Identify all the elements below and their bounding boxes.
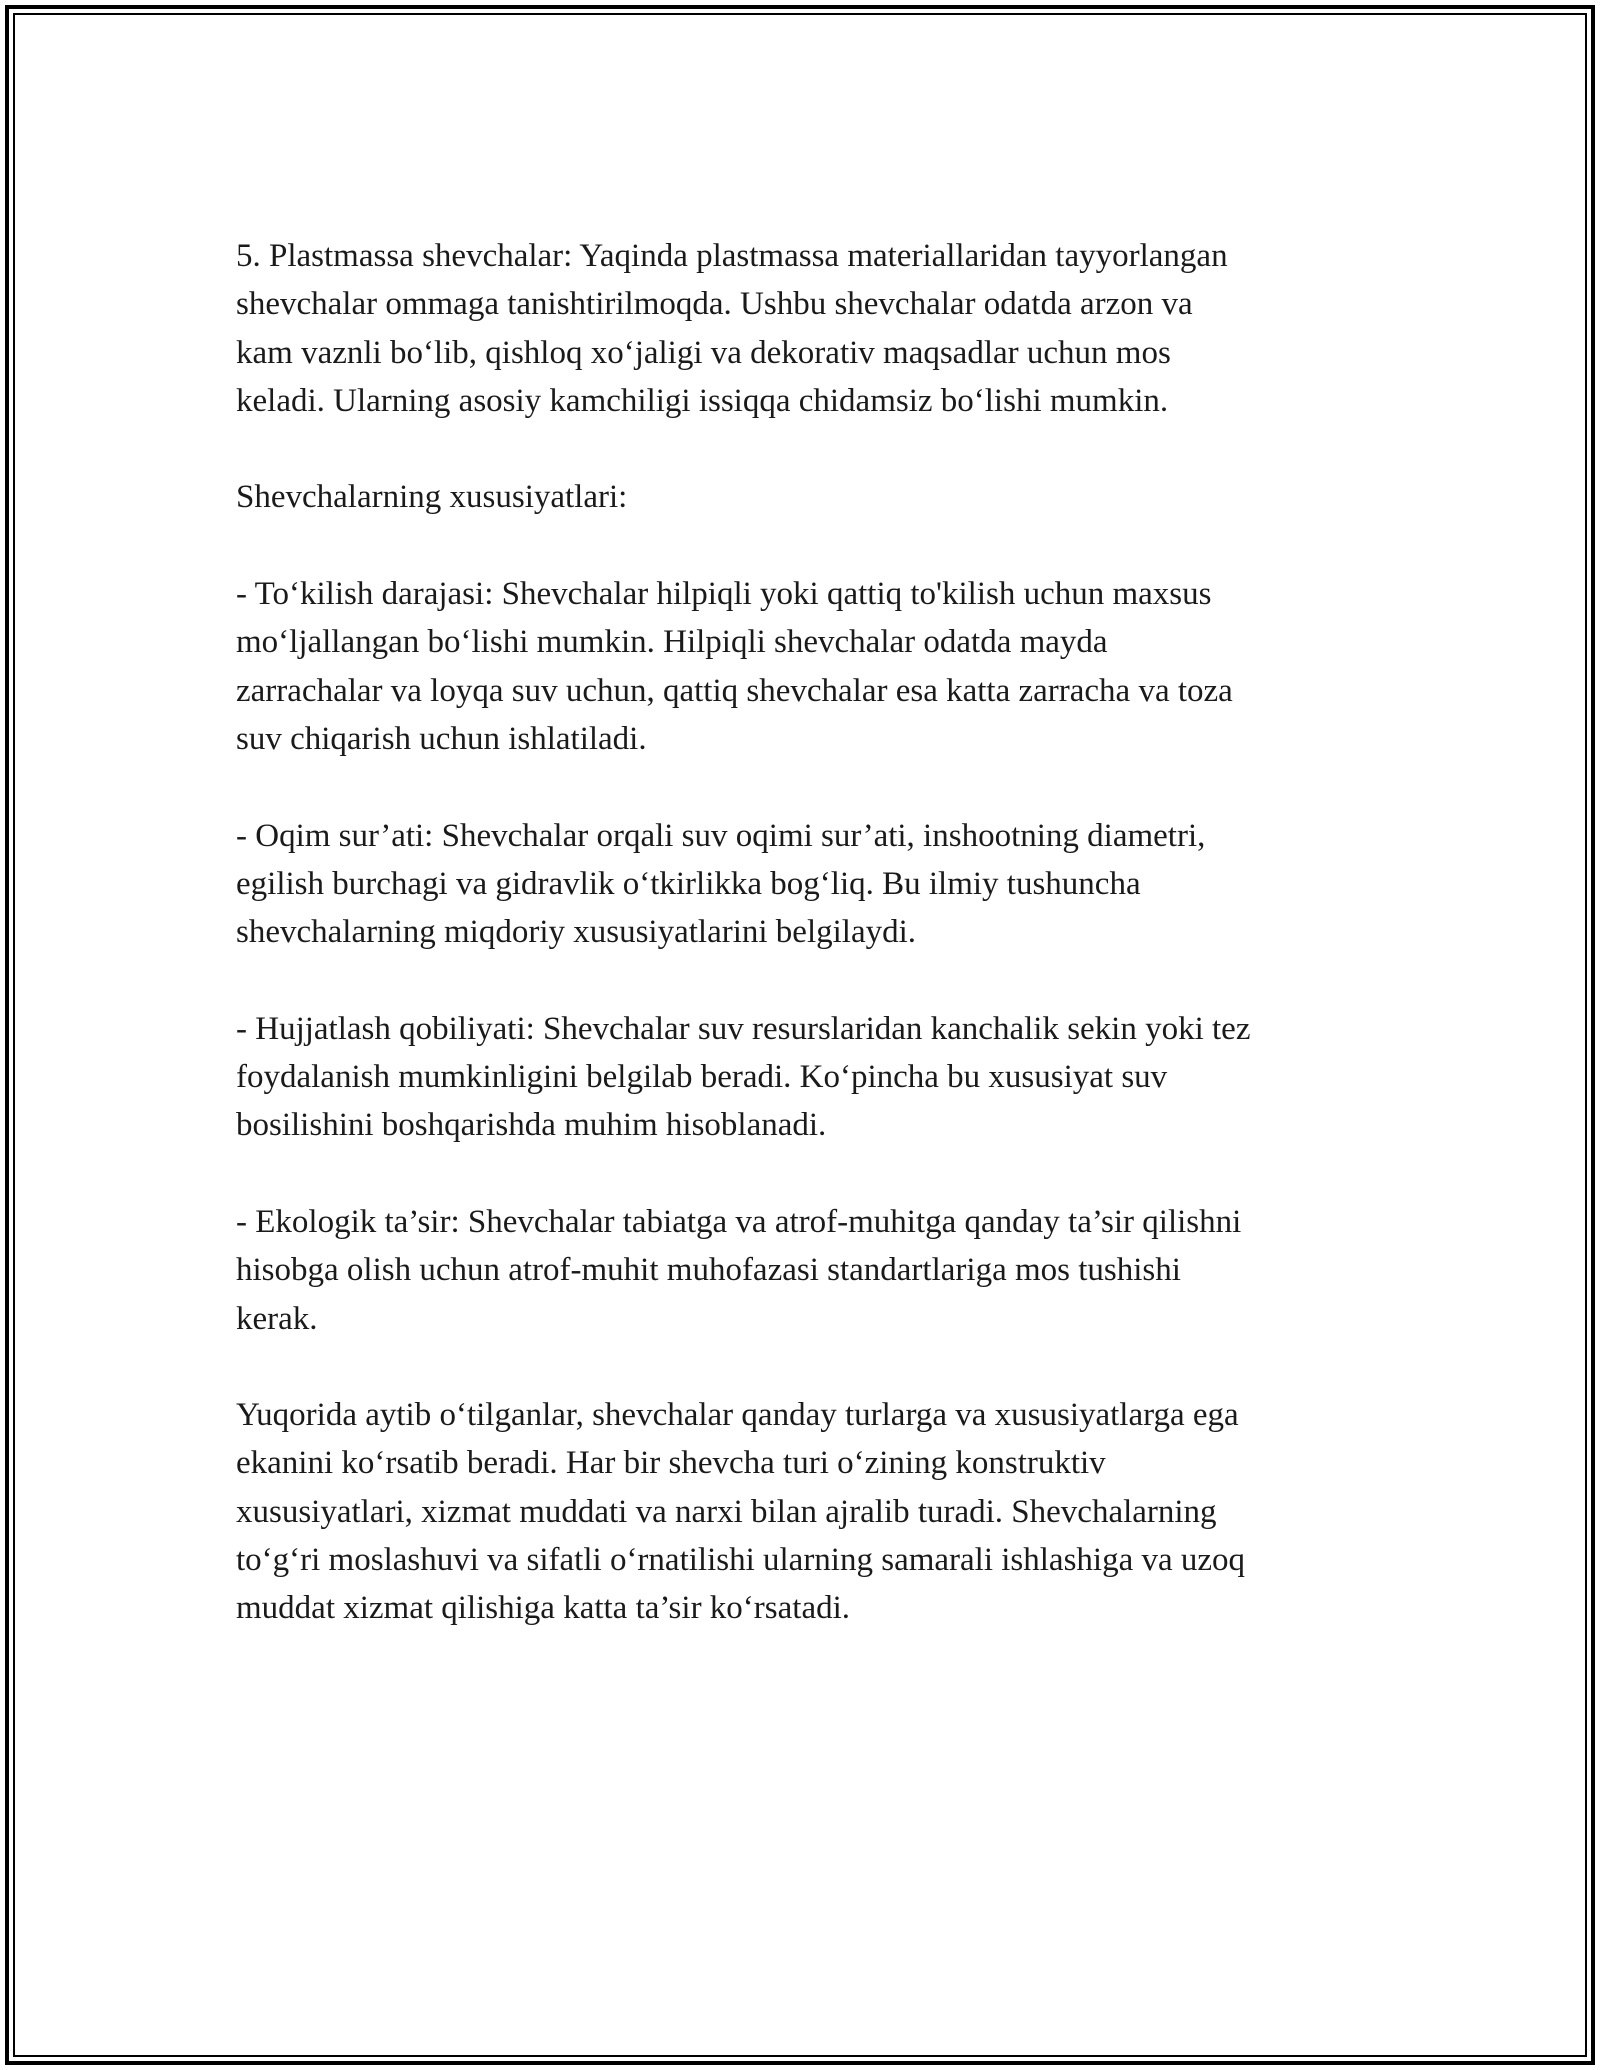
- paragraph-plastic-shevchalar: 5. Plastmassa shevchalar: Yaqinda plastmassa materiallaridan tayyorlangan shevchalar ommaga tanishtirilmoqda. Ushbu shevchalar odatda arzon va kam vaznli bo‘lib, qishloq xo‘jaligi va dekorativ maqsadlar uchun mos keladi. Ularning asosiy kamchiligi issiqqa chidamsiz bo‘lishi mumkin.: [236, 238, 1228, 419]
- paragraph-documentation-capacity: - Hujjatlash qobiliyati: Shevchalar suv resurslaridan kanchalik sekin yoki tez foydalanish mumkinligini belgilab beradi. Ko‘pincha bu xususiyat suv bosilishini boshqarishda muhim hisoblanadi.: [236, 1010, 1251, 1144]
- paragraph-flow-rate: - Oqim sur’ati: Shevchalar orqali suv oqimi sur’ati, inshootning diametri, egilish burchagi va gidravlik o‘tkirlikka bog‘liq. Bu ilmiy tushuncha shevchalarning miqdoriy xususiyatlarini belgilaydi.: [236, 817, 1206, 951]
- paragraph-properties-heading: Shevchalarning xususiyatlari:: [236, 479, 628, 516]
- paragraph-spill-level: - To‘kilish darajasi: Shevchalar hilpiqli yoki qattiq to'kilish uchun maxsus mo‘ljallangan bo‘lishi mumkin. Hilpiqli shevchalar odatda mayda zarrachalar va loyqa suv uchun, qattiq shevchalar esa katta zarracha va toza suv chiqarish uchun ishlatiladi.: [236, 576, 1233, 757]
- document-body: [236, 232, 1376, 1681]
- paragraph-conclusion: Yuqorida aytib o‘tilganlar, shevchalar qanday turlarga va xususiyatlarga ega ekanini ko‘rsatib beradi. Har bir shevcha turi o‘zining konstruktiv xususiyatlari, xizmat muddati va narxi bilan ajralib turadi. Shevchalarning to‘g‘ri moslashuvi va sifatli o‘rnatilishi ularning samarali ishlashiga va uzoq muddat xizmat qilishiga katta ta’sir ko‘rsatadi.: [236, 1397, 1246, 1627]
- paragraph-ecological-impact: - Ekologik ta’sir: Shevchalar tabiatga va atrof-muhitga qanday ta’sir qilishni hisobga olish uchun atrof-muhit muhofazasi standartlariga mos tushishi kerak.: [236, 1203, 1242, 1337]
